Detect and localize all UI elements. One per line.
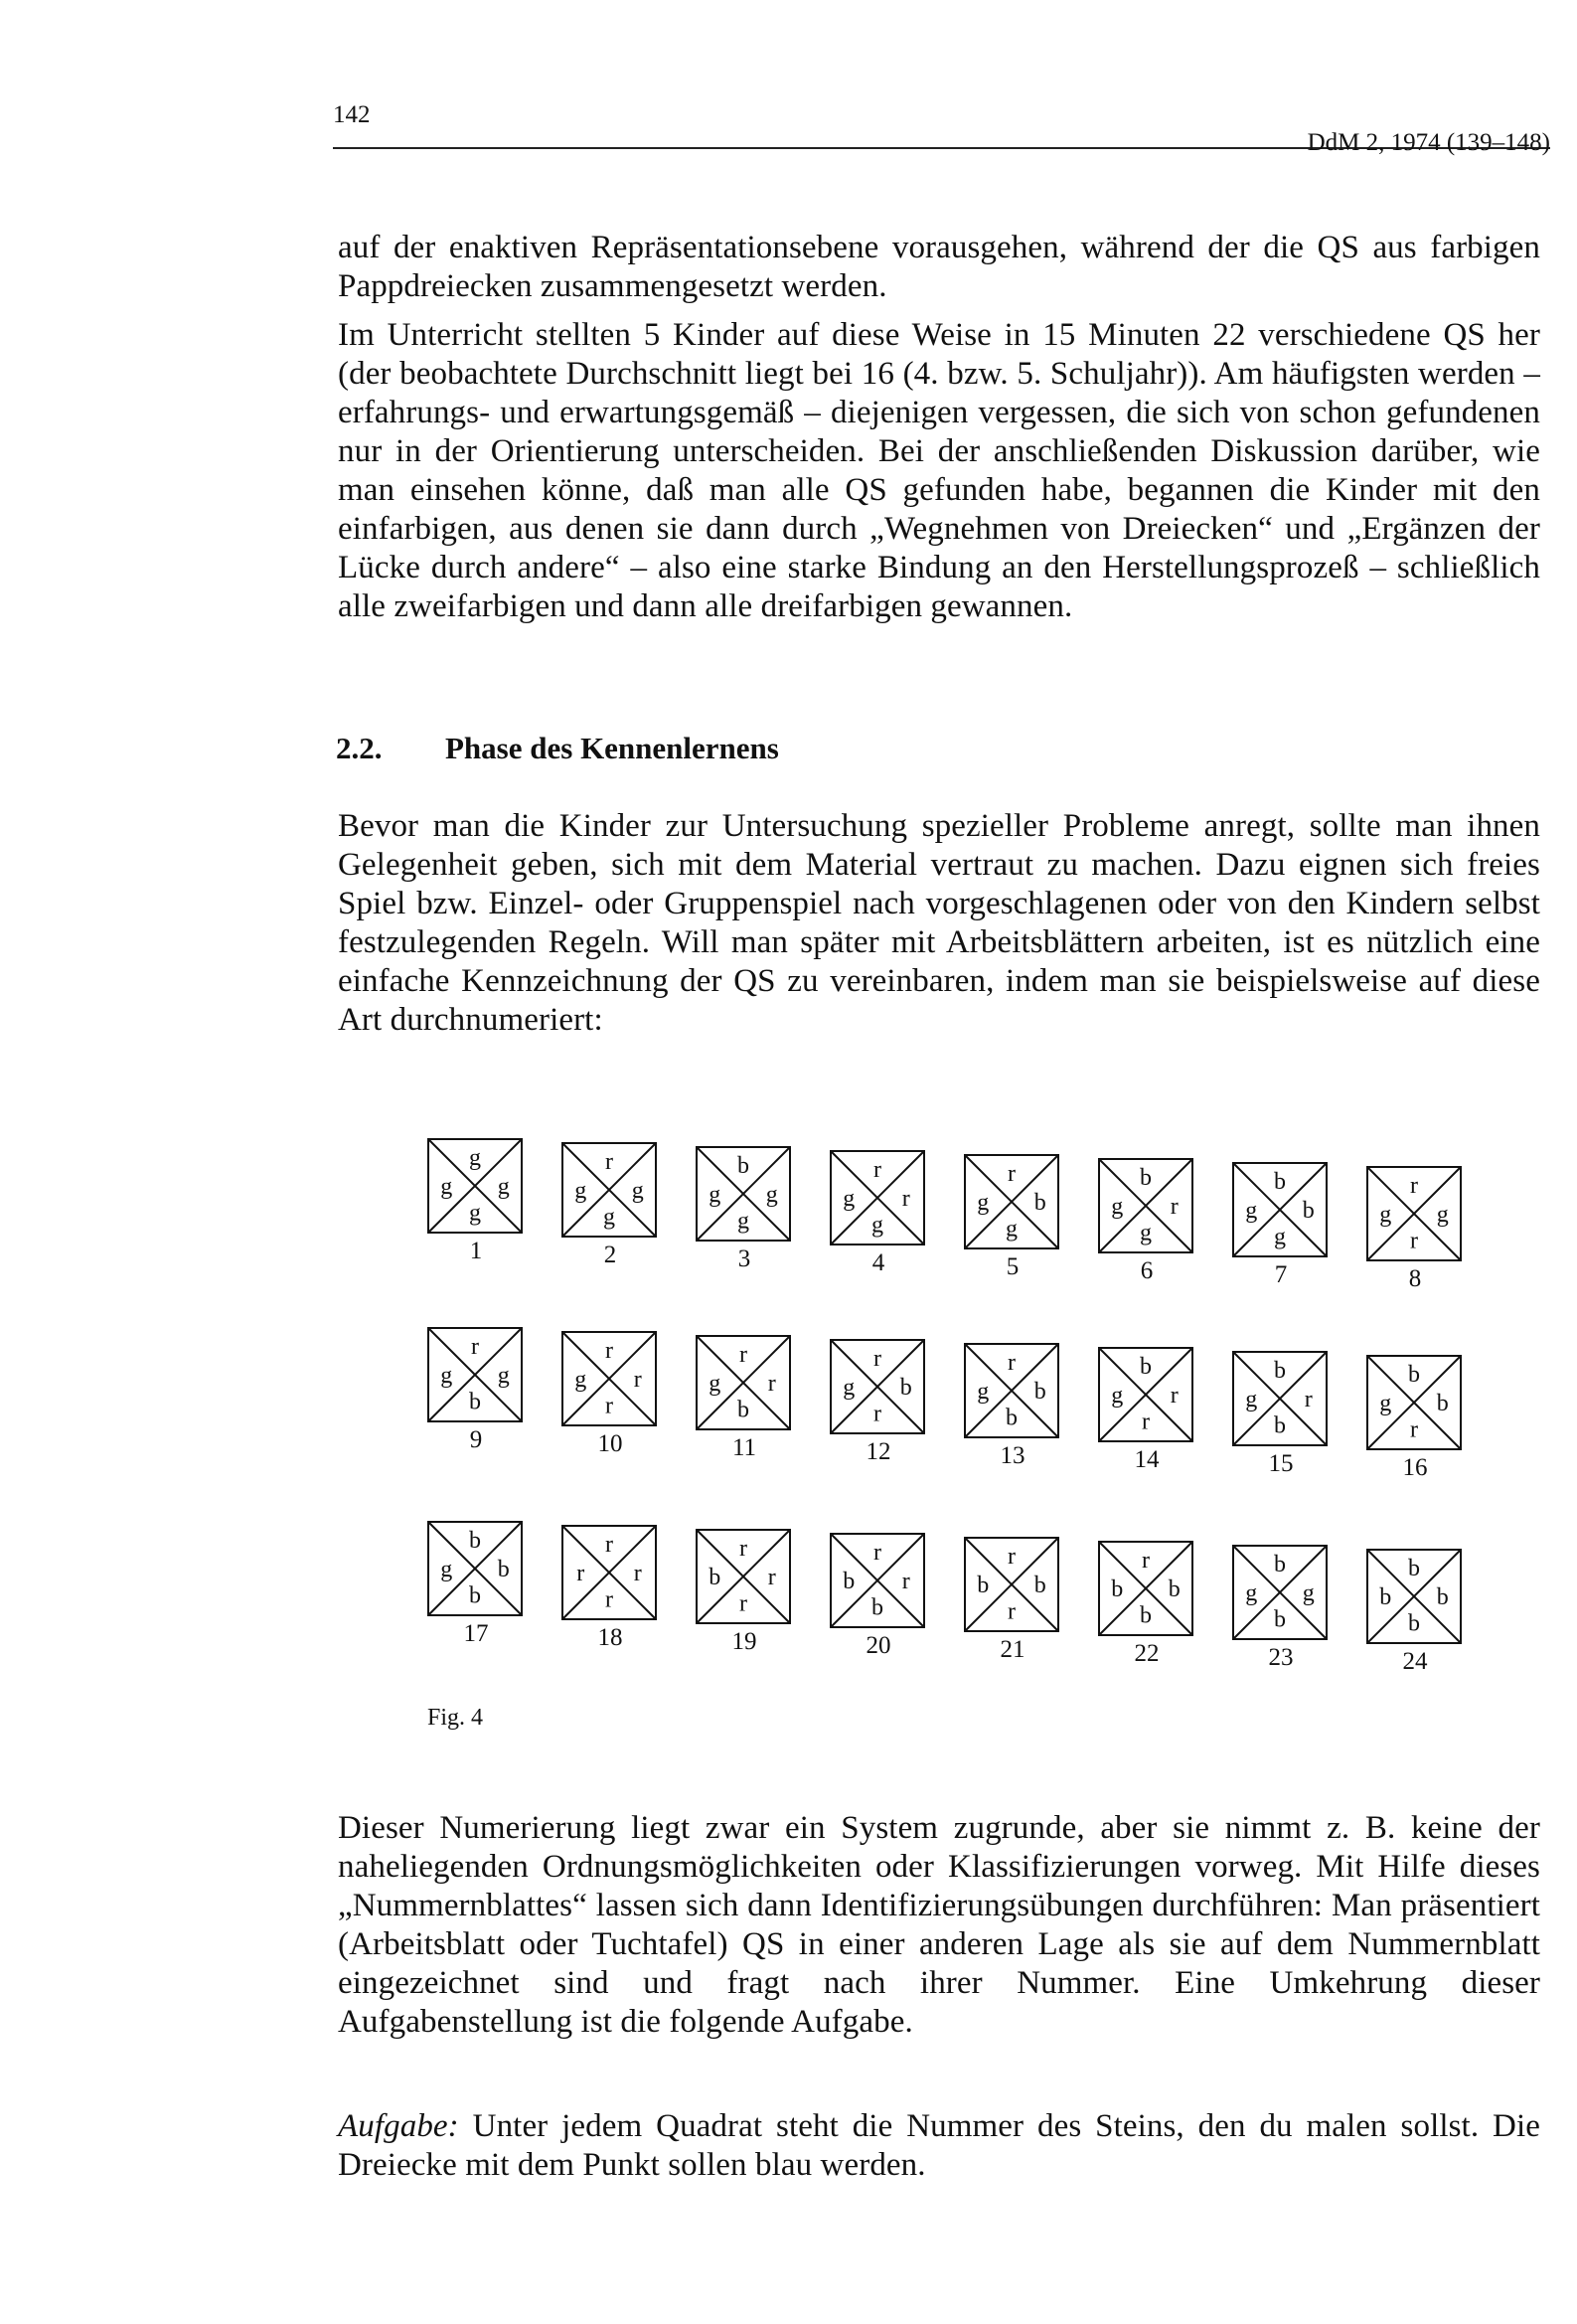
- triangle-color-bottom: g: [469, 1200, 481, 1227]
- triangle-color-bottom: r: [605, 1586, 613, 1613]
- paragraph-1: auf der enaktiven Repräsentationsebene vorausgehen, während der die QS aus farbigen Pappdreiecken zusammengesetzt werden.: [338, 230, 1540, 304]
- square-tile-14: [1098, 1347, 1195, 1474]
- square-tile-8: [1366, 1166, 1464, 1293]
- triangle-color-bottom: r: [1142, 1409, 1150, 1435]
- square-tile-24: [1366, 1549, 1464, 1676]
- tile-number: 10: [597, 1430, 623, 1457]
- tile-number: 12: [866, 1438, 891, 1465]
- task-paragraph: [338, 2107, 1540, 2185]
- tile-number: 2: [603, 1242, 617, 1268]
- tile-number: 13: [1000, 1442, 1025, 1469]
- tile-drawing: [427, 1327, 523, 1422]
- tile-drawing: [561, 1331, 657, 1426]
- triangle-color-bottom: r: [605, 1393, 613, 1419]
- triangle-color-right: b: [1436, 1391, 1449, 1416]
- triangle-color-right: r: [1170, 1383, 1179, 1409]
- tile-number: 17: [463, 1620, 489, 1647]
- tile-number: 5: [1006, 1253, 1020, 1280]
- triangle-color-right: g: [631, 1178, 644, 1204]
- tile-drawing: [1366, 1355, 1462, 1450]
- triangle-color-left: g: [440, 1363, 453, 1389]
- triangle-color-left: b: [1111, 1577, 1124, 1602]
- square-tile-22: [1098, 1541, 1195, 1668]
- triangle-color-right: r: [1170, 1194, 1179, 1220]
- tile-drawing: [427, 1521, 523, 1616]
- tile-number: 21: [1000, 1636, 1025, 1663]
- square-tile-7: [1232, 1162, 1330, 1289]
- triangle-color-right: b: [1033, 1379, 1046, 1405]
- triangle-color-left: g: [1245, 1198, 1258, 1224]
- triangle-color-left: b: [709, 1565, 721, 1590]
- triangle-color-bottom: b: [469, 1389, 481, 1415]
- triangle-color-left: b: [977, 1573, 990, 1598]
- tile-number: 24: [1402, 1648, 1428, 1675]
- triangle-color-left: g: [1379, 1391, 1392, 1416]
- triangle-color-bottom: b: [1006, 1405, 1018, 1431]
- triangle-color-right: g: [1302, 1580, 1315, 1606]
- triangle-color-right: r: [901, 1186, 910, 1212]
- triangle-color-bottom: r: [1410, 1416, 1418, 1443]
- triangle-color-bottom: b: [1408, 1610, 1420, 1637]
- triangle-color-right: b: [1033, 1573, 1046, 1598]
- square-tile-11: [696, 1335, 793, 1462]
- triangle-color-right: r: [633, 1561, 642, 1586]
- tile-drawing: [830, 1339, 925, 1434]
- figure-caption: Fig. 4: [427, 1705, 484, 1731]
- tile-drawing: [964, 1537, 1059, 1632]
- figure-4: [427, 1138, 1500, 1705]
- triangle-color-bottom: g: [871, 1212, 883, 1239]
- tile-drawing: [1098, 1347, 1193, 1442]
- triangle-color-right: r: [1304, 1387, 1313, 1412]
- triangle-color-left: r: [576, 1561, 585, 1586]
- triangle-color-bottom: b: [469, 1582, 481, 1609]
- triangle-color-top: r: [1008, 1349, 1016, 1376]
- triangle-color-right: r: [767, 1565, 776, 1590]
- paragraph-3: Bevor man die Kinder zur Untersuchung spezieller Probleme anregt, sollte man ihnen Gelegenheit geben, sich mit dem Material vertraut zu machen. Dazu eignen sich freies Spiel bzw. Einzel- oder Gruppenspiel nach vorgeschlagenen oder von den Kindern selbst festzulegenden Regeln. Will man später mit Arbeitsblättern arbeiten, ist es nützlich eine einfache Kennzeichnung der QS zu vereinbaren, indem man sie beispielsweise auf diese Art durchnumeriert:: [338, 808, 1540, 1038]
- triangle-color-right: g: [497, 1363, 510, 1389]
- triangle-color-right: b: [899, 1375, 912, 1401]
- triangle-color-bottom: g: [603, 1204, 615, 1231]
- triangle-color-left: g: [574, 1367, 587, 1393]
- triangle-color-bottom: b: [737, 1397, 749, 1423]
- triangle-color-right: r: [633, 1367, 642, 1393]
- tile-drawing: [830, 1150, 925, 1245]
- triangle-color-top: b: [1274, 1168, 1286, 1195]
- triangle-color-left: g: [709, 1371, 721, 1397]
- triangle-color-top: r: [1008, 1543, 1016, 1570]
- triangle-color-top: b: [1274, 1357, 1286, 1384]
- square-tile-20: [830, 1533, 927, 1660]
- triangle-color-top: r: [605, 1531, 613, 1558]
- square-tile-10: [561, 1331, 659, 1458]
- triangle-color-right: g: [1436, 1202, 1449, 1228]
- tile-drawing: [427, 1138, 523, 1234]
- triangle-color-right: b: [1436, 1584, 1449, 1610]
- triangle-color-bottom: r: [1008, 1598, 1016, 1625]
- tile-drawing: [696, 1335, 791, 1430]
- tile-number: 18: [597, 1624, 623, 1651]
- tile-number: 1: [469, 1238, 483, 1264]
- triangle-color-top: r: [1410, 1172, 1418, 1199]
- tile-drawing: [696, 1146, 791, 1242]
- triangle-color-left: b: [843, 1569, 856, 1594]
- tile-number: 19: [731, 1628, 757, 1655]
- square-tile-13: [964, 1343, 1061, 1470]
- triangle-color-left: g: [1379, 1202, 1392, 1228]
- triangle-color-top: r: [739, 1341, 747, 1368]
- square-tile-6: [1098, 1158, 1195, 1285]
- triangle-color-top: b: [1408, 1361, 1420, 1388]
- triangle-color-left: g: [843, 1375, 856, 1401]
- tile-number: 6: [1140, 1257, 1154, 1284]
- square-tile-19: [696, 1529, 793, 1656]
- task-text: Unter jedem Quadrat steht die Nummer des Steins, den du malen sollst. Die Dreiecke mit dem Punkt sollen blau werden.: [338, 2108, 1540, 2183]
- triangle-color-right: b: [1302, 1198, 1315, 1224]
- tile-number: 22: [1134, 1640, 1160, 1667]
- triangle-color-bottom: b: [871, 1594, 883, 1621]
- triangle-color-right: r: [767, 1371, 776, 1397]
- triangle-color-left: g: [977, 1190, 990, 1216]
- tile-drawing: [830, 1533, 925, 1628]
- triangle-color-right: g: [497, 1174, 510, 1200]
- triangle-color-left: g: [977, 1379, 990, 1405]
- tile-drawing: [964, 1343, 1059, 1438]
- triangle-color-right: r: [901, 1569, 910, 1594]
- triangle-color-top: r: [1008, 1160, 1016, 1187]
- tile-number: 14: [1134, 1446, 1160, 1473]
- task-label: Aufgabe:: [338, 2108, 459, 2144]
- square-tile-12: [830, 1339, 927, 1466]
- triangle-color-bottom: g: [1140, 1220, 1152, 1246]
- triangle-color-bottom: b: [1274, 1606, 1286, 1633]
- page-number: 142: [333, 101, 371, 128]
- tile-drawing: [1098, 1541, 1193, 1636]
- triangle-color-top: r: [739, 1535, 747, 1562]
- square-tile-16: [1366, 1355, 1464, 1482]
- triangle-color-right: b: [1033, 1190, 1046, 1216]
- square-tile-15: [1232, 1351, 1330, 1478]
- triangle-color-bottom: b: [1140, 1602, 1152, 1629]
- triangle-color-bottom: r: [873, 1401, 881, 1427]
- square-tile-17: [427, 1521, 525, 1648]
- tile-drawing: [1232, 1162, 1328, 1257]
- triangle-color-right: b: [497, 1557, 510, 1582]
- tile-number: 23: [1268, 1644, 1294, 1671]
- tile-drawing: [1098, 1158, 1193, 1253]
- triangle-color-top: b: [1408, 1555, 1420, 1581]
- square-tile-21: [964, 1537, 1061, 1664]
- triangle-color-top: r: [873, 1539, 881, 1566]
- section-title: Phase des Kennenlernens: [445, 731, 779, 765]
- square-tile-5: [964, 1154, 1061, 1281]
- triangle-color-top: g: [469, 1144, 481, 1171]
- tile-drawing: [1232, 1351, 1328, 1446]
- triangle-color-top: b: [1140, 1353, 1152, 1380]
- tile-drawing: [1232, 1545, 1328, 1640]
- tile-number: 20: [866, 1632, 891, 1659]
- triangle-color-bottom: g: [1274, 1224, 1286, 1250]
- tile-number: 7: [1274, 1261, 1288, 1288]
- running-head: DdM 2, 1974 (139–148): [1307, 129, 1550, 156]
- tile-number: 3: [737, 1245, 751, 1272]
- square-tile-4: [830, 1150, 927, 1277]
- square-tile-23: [1232, 1545, 1330, 1672]
- triangle-color-top: r: [605, 1148, 613, 1175]
- tile-drawing: [1366, 1166, 1462, 1261]
- triangle-color-top: r: [1142, 1547, 1150, 1574]
- tile-drawing: [1366, 1549, 1462, 1644]
- paragraph-4: Dieser Numerierung liegt zwar ein System zugrunde, aber sie nimmt z. B. keine der naheliegenden Ordnungsmöglichkeiten oder Klassifizierungen vorweg. Mit Hilfe dieses „Nummernblattes“ lassen sich dann Identifizierungsübungen durchführen: Man präsentiert (Arbeitsblatt oder Tuchtafel) QS in einer anderen Lage als sie auf dem Nummernblatt eingezeichnet sind und fragt nach ihrer Nummer. Eine Umkehrung dieser Aufgabenstellung ist die folgende Aufgabe.: [338, 1810, 1540, 2040]
- triangle-color-left: g: [440, 1174, 453, 1200]
- tile-drawing: [561, 1142, 657, 1238]
- triangle-color-left: b: [1379, 1584, 1392, 1610]
- triangle-color-left: g: [1111, 1194, 1124, 1220]
- tile-number: 9: [469, 1426, 483, 1453]
- triangle-color-bottom: g: [1006, 1216, 1018, 1243]
- triangle-color-top: r: [873, 1345, 881, 1372]
- tile-number: 8: [1408, 1265, 1422, 1292]
- triangle-color-bottom: r: [739, 1590, 747, 1617]
- tile-number: 16: [1402, 1454, 1428, 1481]
- triangle-color-left: g: [709, 1182, 721, 1208]
- tile-drawing: [696, 1529, 791, 1624]
- triangle-color-top: r: [873, 1156, 881, 1183]
- square-tile-1: [427, 1138, 525, 1265]
- triangle-color-top: r: [605, 1337, 613, 1364]
- tile-number: 4: [871, 1249, 885, 1276]
- triangle-color-left: g: [843, 1186, 856, 1212]
- square-tile-18: [561, 1525, 659, 1652]
- triangle-color-left: g: [574, 1178, 587, 1204]
- triangle-color-left: g: [1245, 1580, 1258, 1606]
- triangle-color-bottom: g: [737, 1208, 749, 1235]
- section-number: 2.2.: [336, 731, 383, 765]
- triangle-color-bottom: b: [1274, 1412, 1286, 1439]
- tile-number: 11: [731, 1434, 757, 1461]
- triangle-color-left: g: [1111, 1383, 1124, 1409]
- triangle-color-top: r: [471, 1333, 479, 1360]
- triangle-color-top: b: [1274, 1551, 1286, 1577]
- triangle-color-left: g: [440, 1557, 453, 1582]
- triangle-color-top: b: [737, 1152, 749, 1179]
- tile-number: 15: [1268, 1450, 1294, 1477]
- triangle-color-bottom: r: [1410, 1228, 1418, 1254]
- triangle-color-right: b: [1168, 1577, 1181, 1602]
- paragraph-2: Im Unterricht stellten 5 Kinder auf diese Weise in 15 Minuten 22 verschiedene QS her (der beobachtete Durchschnitt liegt bei 16 (4. bzw. 5. Schuljahr)). Am häufigsten werden – erfahrungs- und erwartungsgemäß – diejenigen vergessen, die sich von schon gefundenen nur in der Orientierung unterscheiden. Bei der anschließenden Diskussion darüber, wie man einsehen könne, daß man alle QS gefunden habe, begannen die Kinder mit den einfarbigen, aus denen sie dann durch „Wegnehmen von Dreiecken“ und „Ergänzen der Lücke durch andere“ – also eine starke Bindung an den Herstellungsprozeß – schließlich alle zweifarbigen und dann alle dreifarbigen gewannen.: [338, 317, 1540, 624]
- triangle-color-right: g: [765, 1182, 778, 1208]
- triangle-color-left: g: [1245, 1387, 1258, 1412]
- square-tile-2: [561, 1142, 659, 1269]
- tile-drawing: [561, 1525, 657, 1620]
- triangle-color-top: b: [469, 1527, 481, 1554]
- tile-drawing: [964, 1154, 1059, 1249]
- triangle-color-top: b: [1140, 1164, 1152, 1191]
- section-heading: [336, 731, 779, 766]
- page-header: [333, 97, 1550, 156]
- square-tile-9: [427, 1327, 525, 1454]
- square-tile-3: [696, 1146, 793, 1273]
